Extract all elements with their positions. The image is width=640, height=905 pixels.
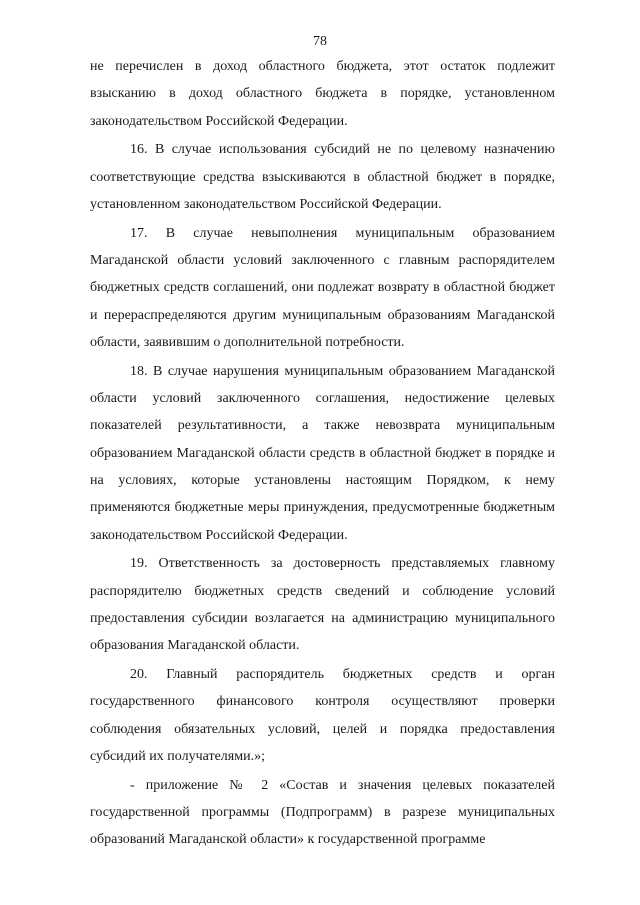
paragraph-17: 17. В случае невыполнения муниципальным образованием Магаданской области условий заключенного с главным распорядителем бюджетных средств соглашений, они подлежат возврату в областной бюджет и перераспределяются другим муниципальным образованиям Магаданской области, заявившим о дополнительной потребности. bbox=[90, 225, 555, 350]
paragraph-continuation: не перечислен в доход областного бюджета, этот остаток подлежит взысканию в доход областного бюджета в порядке, установленном законодательством Российской Федерации. bbox=[90, 59, 555, 129]
paragraph-18: 18. В случае нарушения муниципальным образованием Магаданской области условий заключенного соглашения, недостижение целевых показателей результативности, а также невозврата муниципальным образованием Магаданской области средств в областной бюджет в порядке и на условиях, которые установлены настоящим Порядком, к нему применяются бюджетные меры принуждения, предусмотренные бюджетным законодательством Российской Федерации. bbox=[90, 363, 555, 543]
paragraph-19: 19. Ответственность за достоверность представляемых главному распорядителю бюджетных средств сведений и соблюдение условий предоставления субсидии возлагается на администрацию муниципального образования Магаданской области. bbox=[90, 556, 555, 654]
paragraph-appendix-2: - приложение № 2 «Состав и значения целевых показателей государственной программы (Подпрограмм) в разрезе муниципальных образований Магаданской области» к государственной программе bbox=[90, 777, 555, 848]
paragraph-16: 16. В случае использования субсидий не по целевому назначению соответствующие средства взыскиваются в областной бюджет в порядке, установленном законодательством Российской Федерации. bbox=[90, 142, 555, 212]
paragraph-20: 20. Главный распорядитель бюджетных средств и орган государственного финансового контроля осуществляют проверки соблюдения обязательных условий, целей и порядка предоставления субсидий их получателями.»; bbox=[90, 667, 555, 764]
document-body bbox=[90, 53, 555, 855]
page-number: 78 bbox=[313, 34, 327, 49]
